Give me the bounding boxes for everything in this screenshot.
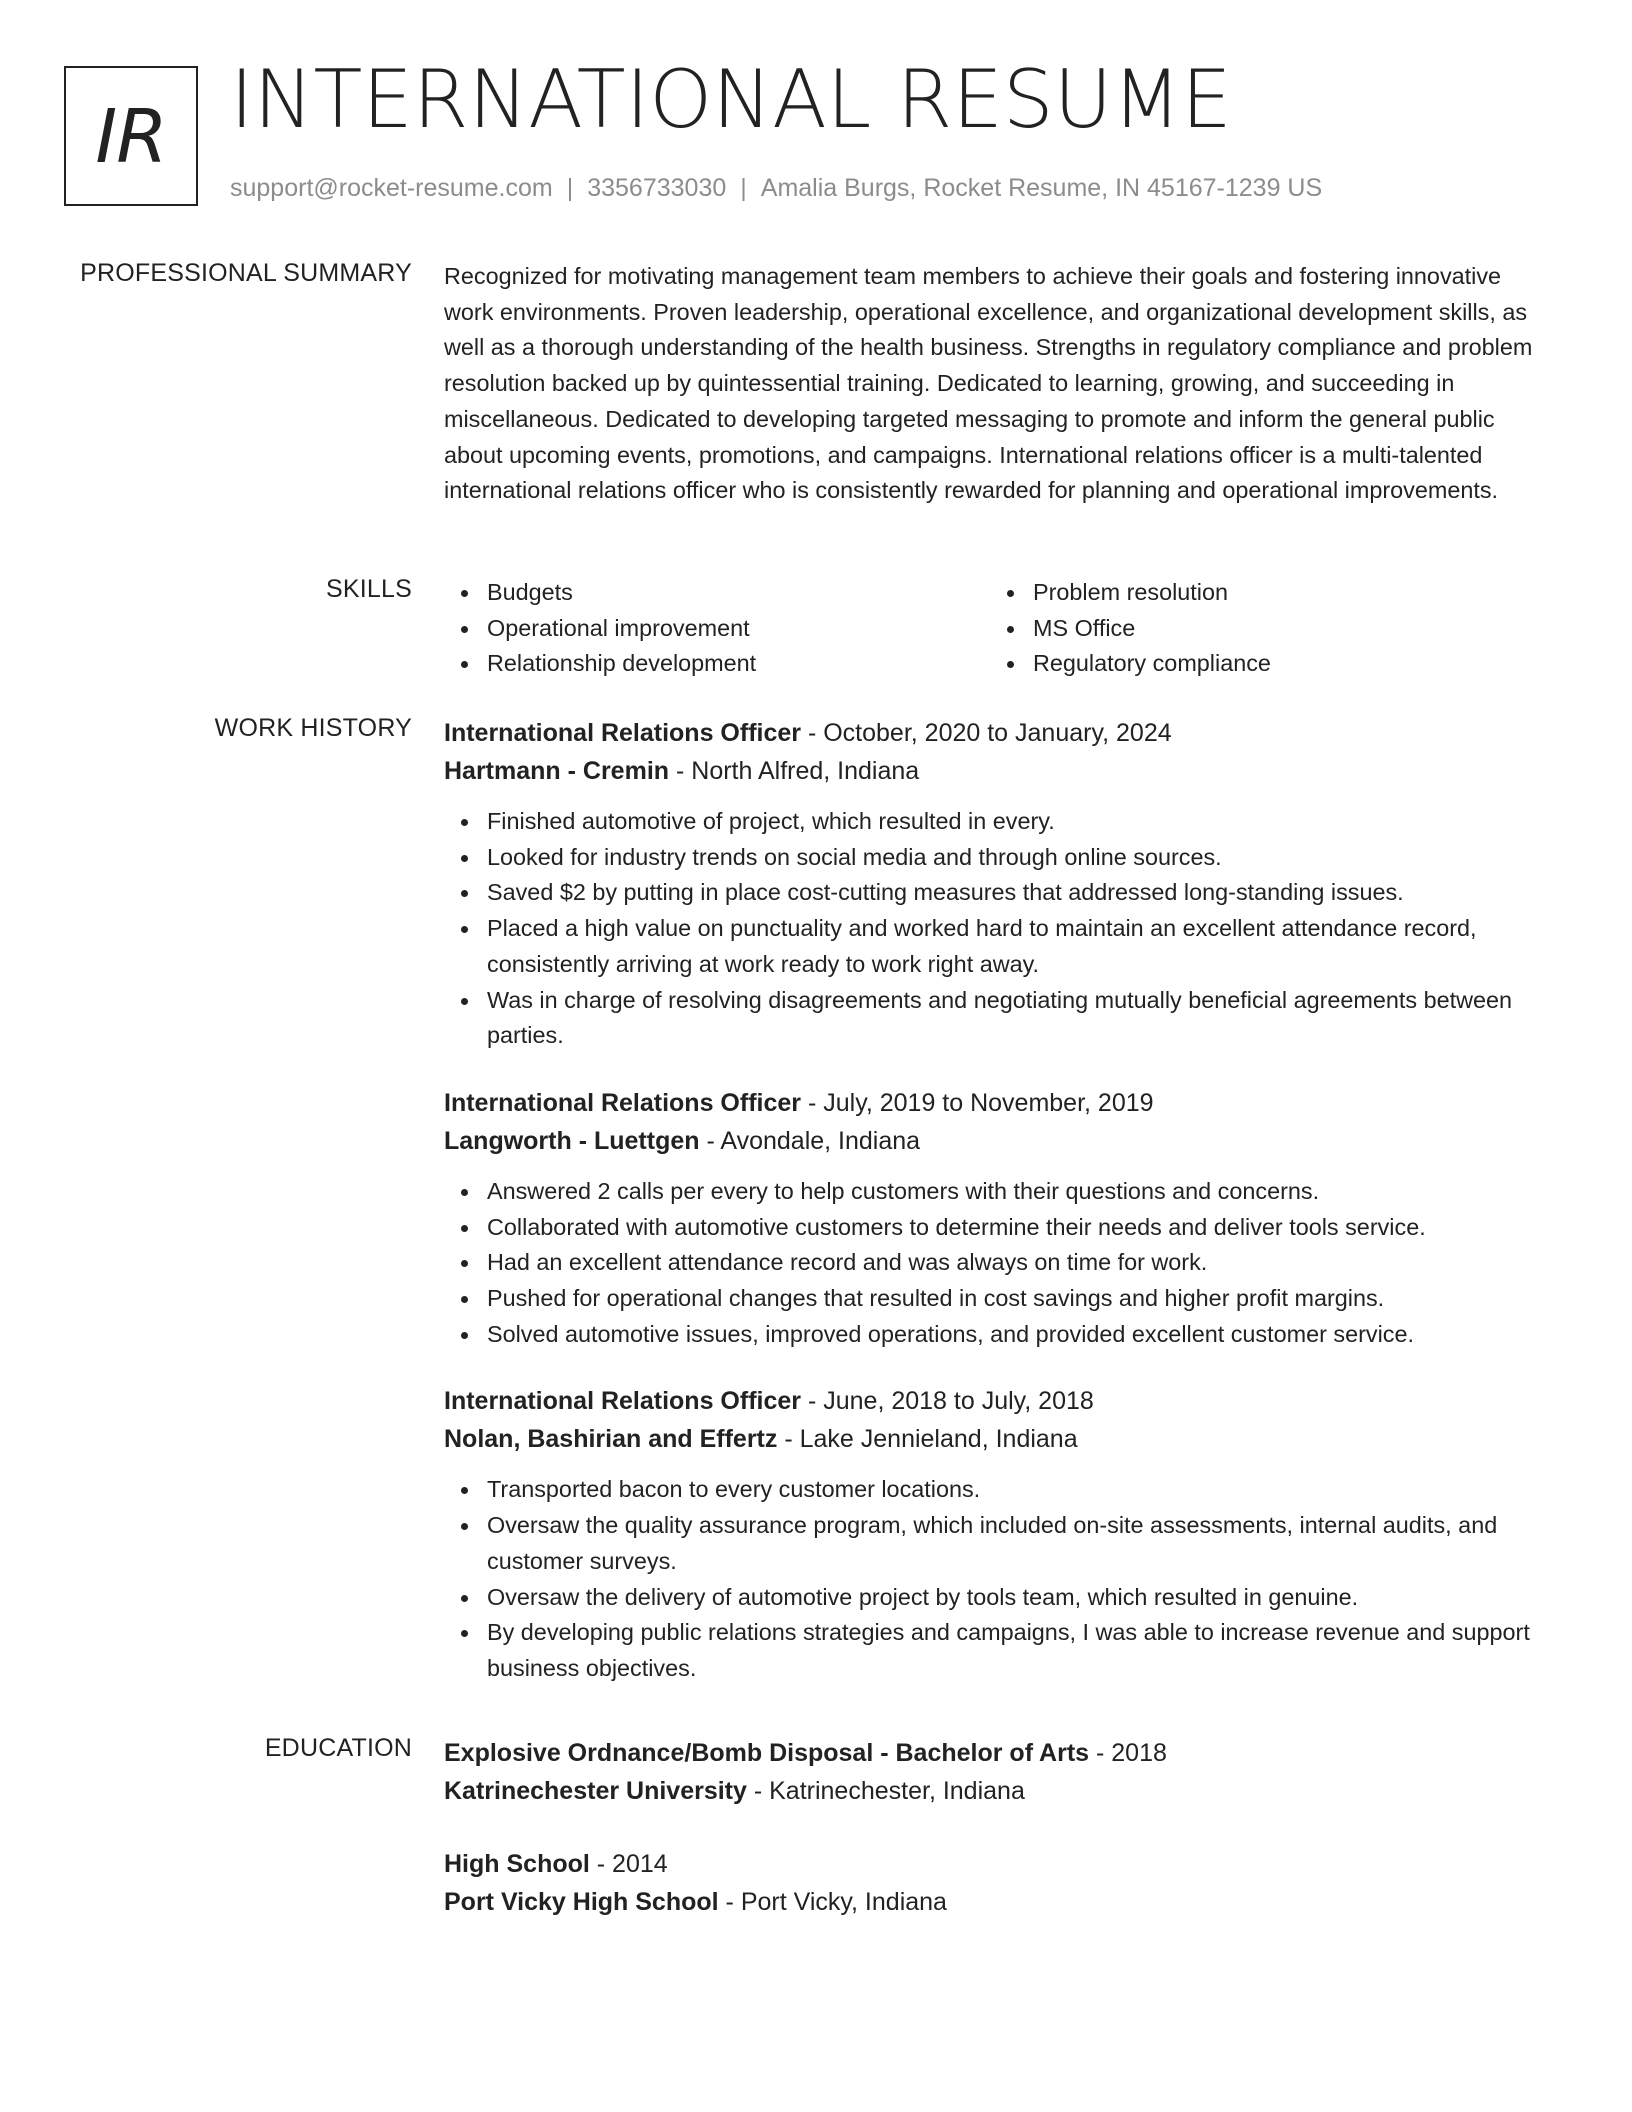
education-entry <box>444 1845 1554 1921</box>
skill-item: Problem resolution <box>990 575 1536 611</box>
skills-body <box>444 575 1554 682</box>
job-title: International Relations Officer <box>444 1387 802 1416</box>
job-bullet: Placed a high value on punctuality and worked hard to maintain an excellent attendance record, consistently arriving at work ready to work right away. <box>444 911 1554 982</box>
job-bullets <box>444 1472 1554 1686</box>
job-entry <box>444 1382 1554 1686</box>
job-bullets <box>444 804 1554 1054</box>
job-bullets <box>444 1174 1554 1353</box>
skill-item: Regulatory compliance <box>990 646 1536 682</box>
education-degree: High School <box>444 1850 590 1878</box>
contact-email: support@rocket-resume.com <box>230 174 553 202</box>
job-dates: - October, 2020 to January, 2024 <box>801 719 1172 747</box>
education-degree: Explosive Ordnance/Bomb Disposal - Bachelor of Arts <box>444 1739 1090 1767</box>
education-school-line <box>444 1772 1554 1810</box>
education-entry <box>444 1734 1554 1810</box>
skill-item: Budgets <box>444 575 990 611</box>
job-bullet: Transported bacon to every customer locations. <box>444 1472 1554 1508</box>
skill-item: Operational improvement <box>444 611 990 647</box>
job-bullet: Pushed for operational changes that resulted in cost savings and higher profit margins. <box>444 1281 1554 1317</box>
resume-name: INTERNATIONAL RESUME <box>230 53 1232 146</box>
contact-phone: 3356733030 <box>587 174 727 202</box>
education-degree-line <box>444 1734 1554 1772</box>
skill-item: Relationship development <box>444 646 990 682</box>
job-title-line <box>444 714 1554 752</box>
job-entry <box>444 1084 1554 1353</box>
education-year: - 2014 <box>589 1850 668 1878</box>
job-company: Hartmann - Cremin <box>444 757 670 785</box>
job-bullet: Oversaw the quality assurance program, which included on-site assessments, internal audits, and customer surveys. <box>444 1508 1554 1579</box>
contact-separator: | <box>566 174 574 202</box>
job-title: International Relations Officer <box>444 719 802 747</box>
job-bullet: Collaborated with automotive customers to determine their needs and deliver tools service. <box>444 1210 1554 1246</box>
job-bullet: Answered 2 calls per every to help customers with their questions and concerns. <box>444 1174 1554 1210</box>
job-bullet: By developing public relations strategies and campaigns, I was able to increase revenue and support business objectives. <box>444 1615 1554 1686</box>
job-location: - Avondale, Indiana <box>699 1126 921 1155</box>
education-location: - Katrinechester, Indiana <box>746 1777 1025 1805</box>
job-bullet: Oversaw the delivery of automotive project by tools team, which resulted in genuine. <box>444 1580 1554 1616</box>
education-school-line <box>444 1883 1554 1921</box>
section-label-summary: PROFESSIONAL SUMMARY <box>80 259 412 287</box>
job-location: - North Alfred, Indiana <box>669 757 920 785</box>
education-school: Katrinechester University <box>444 1777 747 1805</box>
job-bullet: Had an excellent attendance record and was always on time for work. <box>444 1245 1554 1281</box>
job-company: Langworth - Luettgen <box>444 1126 700 1155</box>
job-bullet: Saved $2 by putting in place cost-cutting measures that addressed long-standing issues. <box>444 875 1554 911</box>
job-entry <box>444 714 1554 1054</box>
job-bullet: Finished automotive of project, which resulted in every. <box>444 804 1554 840</box>
summary-body <box>444 259 1554 509</box>
education-degree-line <box>444 1845 1554 1883</box>
monogram-initials: IR <box>95 94 167 180</box>
work-body <box>444 714 1554 1717</box>
skill-item: MS Office <box>990 611 1536 647</box>
job-bullet: Solved automotive issues, improved operations, and provided excellent customer service. <box>444 1317 1554 1353</box>
summary-text: Recognized for motivating management team members to achieve their goals and fostering innovative work environments. Proven leadership, operational excellence, and organizational development skills, as well as a thorough understanding of the health business. Strengths in regulatory compliance and problem resolution backed up by quintessential training. Dedicated to learning, growing, and succeeding in miscellaneous. Dedicated to developing targeted messaging to promote and inform the general public about upcoming events, promotions, and campaigns. International relations officer is a multi-talented international relations officer who is consistently rewarded for planning and operational improvements. <box>444 263 1533 504</box>
contact-separator: | <box>740 174 747 202</box>
job-company-line <box>444 1122 1554 1160</box>
contact-line <box>230 174 1322 203</box>
education-year: - 2018 <box>1089 1739 1167 1767</box>
job-title-line <box>444 1084 1554 1122</box>
contact-address: Amalia Burgs, Rocket Resume, IN 45167-1239 US <box>760 174 1323 202</box>
section-label-work: WORK HISTORY <box>214 714 412 742</box>
skills-list <box>444 575 1554 682</box>
job-company-line <box>444 1420 1554 1458</box>
job-company-line <box>444 752 1554 790</box>
job-title: International Relations Officer <box>444 1088 802 1117</box>
job-location: - Lake Jennieland, Indiana <box>777 1425 1078 1454</box>
job-dates: - July, 2019 to November, 2019 <box>801 1088 1154 1117</box>
job-bullet: Was in charge of resolving disagreements and negotiating mutually beneficial agreements between parties. <box>444 983 1554 1054</box>
job-company: Nolan, Bashirian and Effertz <box>444 1425 778 1454</box>
monogram-box <box>64 66 198 206</box>
education-location: - Port Vicky, Indiana <box>718 1888 947 1916</box>
job-dates: - June, 2018 to July, 2018 <box>801 1387 1094 1416</box>
job-bullet: Looked for industry trends on social media and through online sources. <box>444 840 1554 876</box>
education-body <box>444 1734 1554 1956</box>
job-title-line <box>444 1382 1554 1420</box>
section-label-education: EDUCATION <box>264 1734 412 1762</box>
section-label-skills: SKILLS <box>326 575 412 603</box>
education-school: Port Vicky High School <box>444 1888 719 1916</box>
